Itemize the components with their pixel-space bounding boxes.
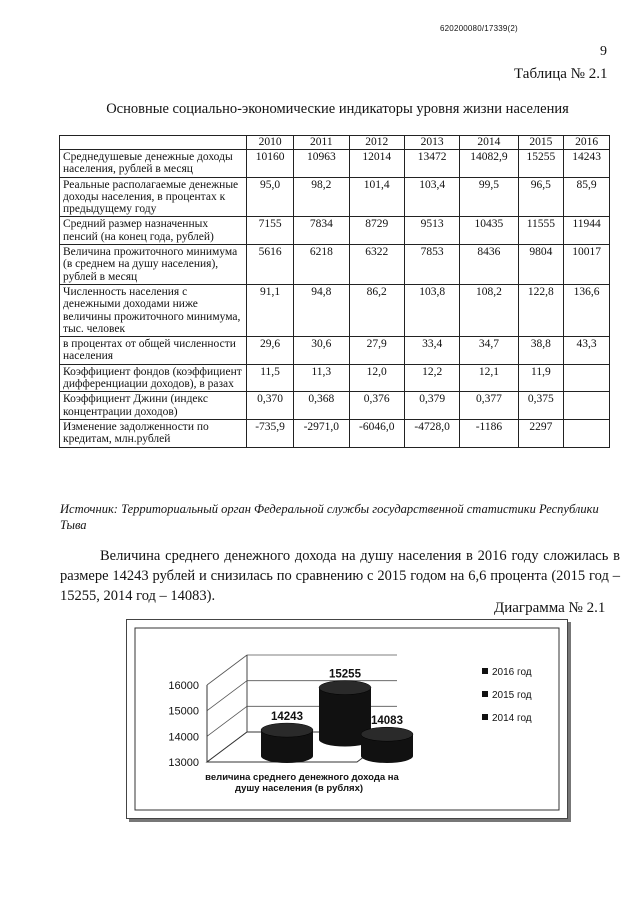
value-cell: 85,9 [564, 177, 610, 217]
table-row [60, 337, 610, 365]
value-cell: 94,8 [294, 284, 349, 336]
diagram-label: Диаграмма № 2.1 [494, 600, 606, 616]
value-cell: 0,370 [247, 392, 294, 420]
table-row [60, 217, 610, 245]
row-label-cell: Средний размер назначенных пенсий (на конец года, рублей) [60, 217, 247, 245]
value-cell: 8729 [349, 217, 404, 245]
y-tick-label: 16000 [168, 680, 199, 692]
value-cell: 2297 [518, 419, 564, 447]
value-cell: 10963 [294, 150, 349, 178]
legend-swatch [482, 668, 488, 674]
bar-top [361, 727, 413, 741]
value-cell: 12,2 [404, 364, 459, 392]
value-cell: 14082,9 [460, 150, 518, 178]
x-axis-label-line-1: величина среднего денежного дохода на [205, 772, 399, 783]
value-cell: 12014 [349, 150, 404, 178]
data-label: 14083 [371, 715, 403, 728]
value-cell: 12,0 [349, 364, 404, 392]
value-cell: 34,7 [460, 337, 518, 365]
legend-swatch [482, 714, 488, 720]
value-cell: 0,368 [294, 392, 349, 420]
bar-top [319, 681, 371, 695]
value-cell: 10160 [247, 150, 294, 178]
value-cell: 14243 [564, 150, 610, 178]
bar-top [261, 723, 313, 737]
value-cell: -4728,0 [404, 419, 459, 447]
table-header-row [60, 136, 610, 150]
value-cell: 95,0 [247, 177, 294, 217]
value-cell: 96,5 [518, 177, 564, 217]
source-note: Источник: Территориальный орган Федеральной службы государственной статистики Республики Тыва [60, 502, 599, 532]
year-header-cell: 2012 [349, 136, 404, 150]
value-cell: 0,375 [518, 392, 564, 420]
value-cell: 136,6 [564, 284, 610, 336]
year-header-cell: 2016 [564, 136, 610, 150]
value-cell: 12,1 [460, 364, 518, 392]
document-id: 620200080/17339(2) [440, 24, 518, 33]
value-cell: 10435 [460, 217, 518, 245]
table-row [60, 150, 610, 178]
table-row [60, 364, 610, 392]
value-cell: 11555 [518, 217, 564, 245]
data-label: 14243 [271, 711, 303, 724]
value-cell: 10017 [564, 245, 610, 285]
value-cell: 99,5 [460, 177, 518, 217]
value-cell: 11,3 [294, 364, 349, 392]
table-row [60, 177, 610, 217]
value-cell: 7834 [294, 217, 349, 245]
row-label-cell: Численность населения с денежными доходами ниже величины прожиточного минимума, тыс. человек [60, 284, 247, 336]
value-cell: 98,2 [294, 177, 349, 217]
value-cell: -6046,0 [349, 419, 404, 447]
value-cell: 29,6 [247, 337, 294, 365]
value-cell: 103,4 [404, 177, 459, 217]
legend-item: 2015 год [492, 690, 532, 701]
summary-paragraph: Величина среднего денежного дохода на душу населения в 2016 году сложилась в размере 14243 рублей и снизилась по сравнению с 2015 годом на 6,6 процента (2015 год – 15255, 2014 год – 14083). [60, 548, 620, 604]
chart-canvas [127, 620, 567, 818]
value-cell: 38,8 [518, 337, 564, 365]
value-cell: 0,376 [349, 392, 404, 420]
value-cell: -1186 [460, 419, 518, 447]
value-cell: 101,4 [349, 177, 404, 217]
value-cell: -735,9 [247, 419, 294, 447]
value-cell: 15255 [518, 150, 564, 178]
value-cell: 9513 [404, 217, 459, 245]
header-corner-cell [60, 136, 247, 150]
value-cell: 9804 [518, 245, 564, 285]
value-cell [564, 392, 610, 420]
row-label-cell: в процентах от общей численности населения [60, 337, 247, 365]
value-cell: 11944 [564, 217, 610, 245]
legend-swatch [482, 691, 488, 697]
value-cell: 11,9 [518, 364, 564, 392]
table-row [60, 284, 610, 336]
income-chart [126, 619, 568, 819]
value-cell: 6218 [294, 245, 349, 285]
value-cell [564, 364, 610, 392]
y-tick-label: 15000 [168, 705, 199, 718]
value-cell: 6322 [349, 245, 404, 285]
legend-item: 2014 год [492, 713, 532, 724]
gridline-depth [207, 681, 247, 711]
value-cell: 8436 [460, 245, 518, 285]
value-cell: 11,5 [247, 364, 294, 392]
gridline-depth [207, 655, 247, 685]
indicators-table [59, 135, 610, 448]
value-cell: 27,9 [349, 337, 404, 365]
table-row [60, 392, 610, 420]
year-header-cell: 2014 [460, 136, 518, 150]
value-cell: 30,6 [294, 337, 349, 365]
page-number: 9 [600, 44, 607, 59]
value-cell: 0,377 [460, 392, 518, 420]
row-label-cell: Среднедушевые денежные доходы населения, рублей в месяц [60, 150, 247, 178]
year-header-cell: 2015 [518, 136, 564, 150]
year-header-cell: 2013 [404, 136, 459, 150]
gridline-depth [207, 706, 247, 736]
x-axis-label-line-2: душу населения (в рублях) [234, 783, 364, 794]
value-cell: 86,2 [349, 284, 404, 336]
value-cell: -2971,0 [294, 419, 349, 447]
row-label-cell: Реальные располагаемые денежные доходы населения, в процентах к предыдущему году [60, 177, 247, 217]
year-header-cell: 2010 [247, 136, 294, 150]
legend-item: 2016 год [492, 667, 532, 678]
value-cell: 43,3 [564, 337, 610, 365]
table-row [60, 419, 610, 447]
value-cell: 122,8 [518, 284, 564, 336]
table-row [60, 245, 610, 285]
table-title: Основные социально-экономические индикаторы уровня жизни населения [106, 101, 569, 117]
value-cell: 7155 [247, 217, 294, 245]
y-tick-label: 13000 [168, 757, 199, 769]
row-label-cell: Изменение задолженности по кредитам, млн.рублей [60, 419, 247, 447]
value-cell: 7853 [404, 245, 459, 285]
value-cell: 91,1 [247, 284, 294, 336]
row-label-cell: Коэффициент Джини (индекс концентрации доходов) [60, 392, 247, 420]
value-cell: 103,8 [404, 284, 459, 336]
row-label-cell: Величина прожиточного минимума (в среднем на душу населения), рублей в месяц [60, 245, 247, 285]
year-header-cell: 2011 [294, 136, 349, 150]
value-cell: 5616 [247, 245, 294, 285]
value-cell: 0,379 [404, 392, 459, 420]
value-cell: 108,2 [460, 284, 518, 336]
value-cell: 33,4 [404, 337, 459, 365]
data-label: 15255 [329, 668, 361, 681]
table-label: Таблица № 2.1 [514, 66, 608, 82]
value-cell: 13472 [404, 150, 459, 178]
y-tick-label: 14000 [168, 731, 199, 744]
value-cell [564, 419, 610, 447]
row-label-cell: Коэффициент фондов (коэффициент дифференциации доходов), в разах [60, 364, 247, 392]
